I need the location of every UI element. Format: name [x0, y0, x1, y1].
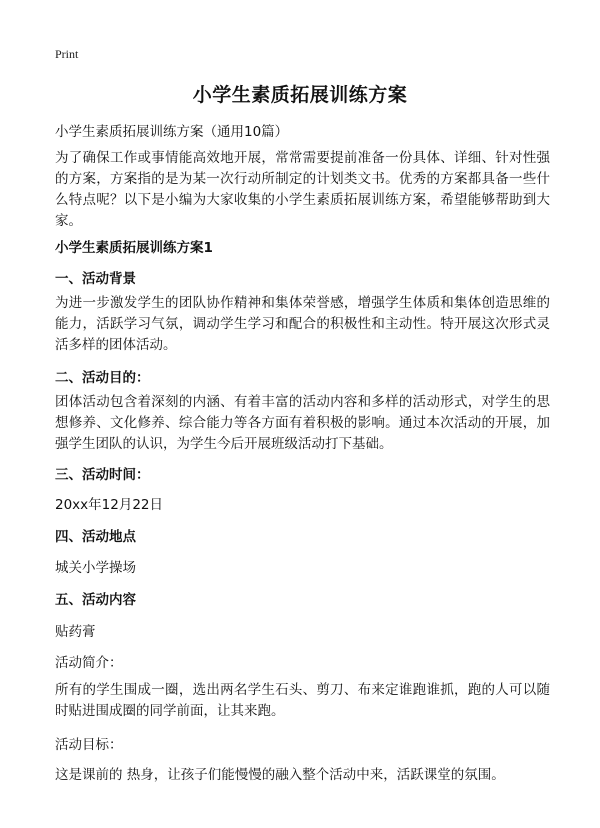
- intro-paragraph: 为了确保工作或事情能高效地开展，常常需要提前准备一份具体、详细、针对性强的方案，方案指的是为某一次行动所制定的计划类文书。优秀的方案都具备一些什么特点呢？以下是小编为大家收集的小学生素质拓展训练方案，希望能够帮助到大家。: [55, 150, 550, 229]
- document-subtitle: 小学生素质拓展训练方案（通用10篇）: [55, 124, 289, 140]
- section-text-purpose: 团体活动包含着深刻的内涵、有着丰富的活动内容和多样的活动形式，对学生的思想修养、文化修养、综合能力等各方面有着积极的影响。通过本次活动的开展，加强学生团队的认识，为学生今后开展班级活动打下基础。: [55, 394, 550, 452]
- section-heading-content: 五、活动内容: [55, 592, 136, 608]
- print-label[interactable]: Print: [55, 47, 79, 61]
- section-heading-purpose: 二、活动目的：: [55, 370, 150, 386]
- activity-goal-text: 这是课前的 热身，让孩子们能慢慢的融入整个活动中来，活跃课堂的氛围。: [55, 767, 505, 783]
- section-heading-background: 一、活动背景: [55, 271, 136, 287]
- activity-name: 贴药膏: [55, 624, 96, 640]
- plan-title: 小学生素质拓展训练方案1: [55, 240, 213, 256]
- activity-intro-text: 所有的学生围成一圈，选出两名学生石头、剪刀、布来定谁跑谁抓，跑的人可以随时贴进围成圈的同学前面，让其来跑。: [55, 682, 550, 719]
- activity-goal-label: 活动目标：: [55, 737, 123, 753]
- section-text-location: 城关小学操场: [55, 560, 136, 576]
- section-heading-location: 四、活动地点: [55, 529, 136, 545]
- section-text-time: 20xx年12月22日: [55, 497, 164, 513]
- section-text-background: 为进一步激发学生的团队协作精神和集体荣誉感，增强学生体质和集体创造思维的能力，活跃学习气氛，调动学生学习和配合的积极性和主动性。特开展这次形式灵活多样的团体活动。: [55, 295, 550, 353]
- activity-intro-label: 活动简介：: [55, 655, 123, 671]
- page-title: 小学生素质拓展训练方案: [192, 84, 408, 106]
- section-heading-time: 三、活动时间：: [55, 467, 150, 483]
